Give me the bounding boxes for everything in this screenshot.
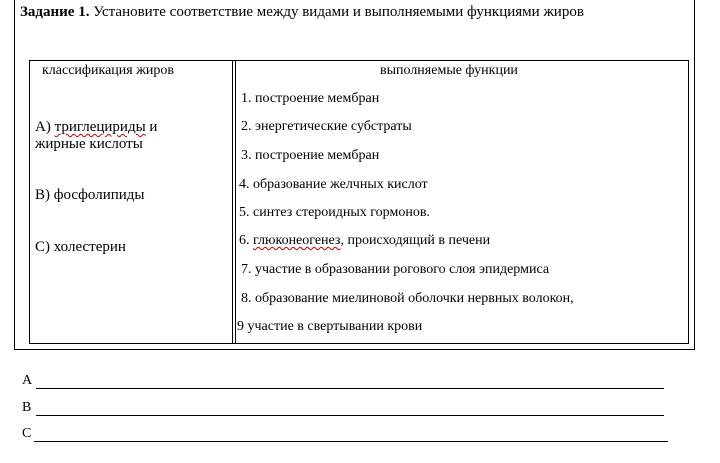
task-label: Задание 1. — [20, 4, 90, 20]
function-5: 5. синтез стероидных гормонов. — [239, 205, 430, 220]
function-6-word: глюконеогенез — [253, 233, 341, 248]
answer-line-b[interactable] — [36, 415, 664, 416]
function-3: 3. построение мембран — [241, 148, 380, 163]
answer-line-c[interactable] — [34, 441, 668, 442]
task-heading — [20, 4, 584, 21]
function-2: 2. энергетические субстраты — [241, 119, 412, 134]
header-functions: выполняемые функции — [380, 63, 518, 78]
type-c: С) холестерин — [35, 239, 126, 255]
answer-line-a[interactable] — [36, 388, 664, 389]
function-6 — [239, 233, 490, 249]
type-a-rest: и — [145, 119, 158, 135]
function-9: 9 участие в свертывании крови — [237, 319, 423, 334]
column-divider — [232, 61, 233, 343]
answer-label-b: В — [22, 400, 32, 415]
function-8: 8. образование миелиновой оболочки нервных волокон, — [241, 291, 574, 306]
type-a-letter: А) — [35, 119, 51, 135]
function-4: 4. образование желчных кислот — [239, 177, 428, 192]
type-a-line2: жирные кислоты — [35, 136, 143, 152]
answer-label-a: А — [22, 373, 33, 388]
answer-label-c: С — [22, 426, 32, 441]
task-text: Установите соответствие между видами и выполняемыми функциями жиров — [89, 4, 584, 20]
type-a-word: триглецириды — [54, 119, 146, 135]
type-b: В) фосфолипиды — [35, 187, 145, 203]
function-6-pre: 6. — [239, 233, 253, 248]
function-7: 7. участие в образовании рогового слоя эпидермиса — [241, 262, 550, 277]
matching-table — [29, 60, 689, 344]
function-1: 1. построение мембран — [241, 91, 380, 106]
header-classification: классификация жиров — [42, 63, 174, 78]
type-a — [35, 119, 157, 153]
column-divider-inner — [235, 61, 236, 343]
function-6-rest: , происходящий в печени — [340, 233, 491, 248]
